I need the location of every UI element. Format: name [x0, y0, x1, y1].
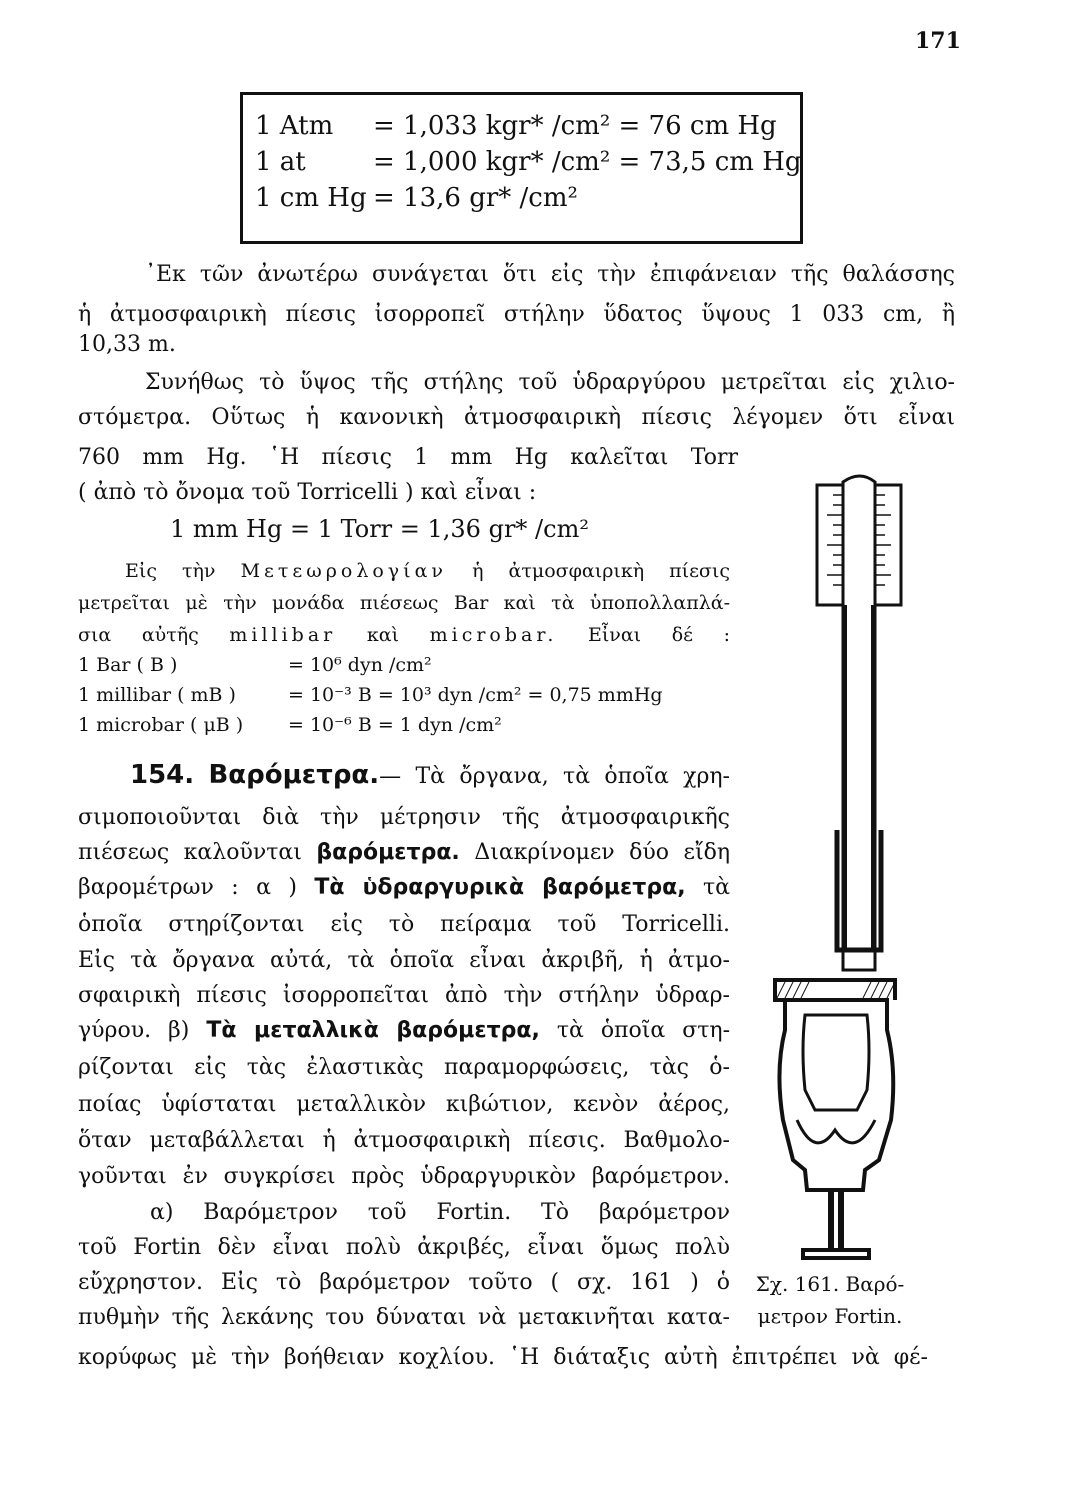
text-fragment: βαρομέτρων : α ) [78, 875, 297, 900]
text-line: σφαιρικὴ πίεσις ἰσορροπεῖται ἀπὸ τὴν στήλην ὑδραρ- [78, 983, 730, 1008]
screw-head [803, 1250, 869, 1258]
barometer-tube-top [843, 476, 875, 970]
text-fragment: — Τὰ ὄργανα, τὰ ὁποῖα χρη- [379, 764, 730, 789]
page-number: 171 [915, 28, 961, 54]
unit-label: 1 at [255, 147, 306, 177]
text-fragment: Εἰς τὴν [125, 560, 216, 582]
spaced-term: millibar [229, 624, 337, 646]
text-line [125, 560, 730, 582]
figure-caption [735, 1268, 925, 1332]
bold-term: Τὰ ὑδραργυρικὰ βαρόμετρα, [314, 875, 686, 900]
bold-term: βαρόμετρα. [316, 840, 460, 865]
text-line: σιμοποιοῦνται διὰ τὴν μέτρησιν τῆς ἀτμοσφαιρικῆς [78, 805, 730, 830]
unit-label: 1 Atm [255, 111, 334, 141]
spaced-term: microbar. [429, 624, 558, 646]
barometer-illustration [745, 470, 925, 1280]
text-line [78, 624, 730, 646]
cistern-housing [775, 980, 895, 1190]
text-fragment: Διακρίνομεν δύο εἴδη [474, 840, 730, 865]
text-line: ποίας ὑφίσταται μεταλλικὸν κιβώτιον, κενὸν ἀέρος, [78, 1092, 730, 1117]
text-line: πυθμὴν τῆς λεκάνης του δύναται νὰ μετακινῆται κατα- [78, 1305, 730, 1330]
text-line: γοῦνται ἐν συγκρίσει πρὸς ὑδραργυρικὸν βαρόμετρον. [78, 1164, 730, 1189]
text-fragment: Εἶναι δέ : [587, 624, 730, 646]
equation-lhs: 1 microbar ( μB ) [78, 714, 244, 736]
units-row [255, 109, 777, 143]
unit-equivalence: = 1,033 kgr* /cm² = 76 cm Hg [373, 111, 777, 141]
caption-line: μετρον Fortin. [757, 1304, 903, 1328]
equation-lhs: 1 Bar ( B ) [78, 654, 178, 676]
equation [78, 650, 663, 680]
equation-rhs: = 10⁶ dyn /cm² [288, 654, 432, 676]
unit-equations [78, 650, 663, 740]
text-line: 760 mm Hg. ῾Η πίεσις 1 mm Hg καλεῖται Torr [78, 445, 738, 470]
text-fragment: πιέσεως καλοῦνται [78, 840, 302, 865]
text-line [78, 1018, 730, 1043]
leather-bag [797, 1120, 875, 1143]
section-title: Βαρόμετρα. [208, 760, 380, 790]
text-fragment: γύρου. β) [78, 1018, 190, 1043]
section-number: 154. [130, 760, 195, 790]
text-line: ( ἀπὸ τὸ ὄνομα τοῦ Torricelli ) καὶ εἶναι : [78, 480, 537, 505]
bold-term: Τὰ μεταλλικὰ βαρόμετρα, [206, 1018, 540, 1043]
fortin-barometer-figure [745, 470, 925, 1280]
text-line: ὅταν μεταβάλλεται ἡ ἀτμοσφαιρικὴ πίεσις. Βαθμολο- [78, 1128, 730, 1153]
text-line: ὁποῖα στηρίζονται εἰς τὸ πείραμα τοῦ Torricelli. [78, 912, 730, 937]
text-line: κορύφως μὲ τὴν βοήθειαν κοχλίου. ῾Η διάταξις αὐτὴ ἐπιτρέπει νὰ φέ- [78, 1345, 928, 1370]
equation [78, 680, 663, 710]
text-line: α) Βαρόμετρον τοῦ Fortin. Τὸ βαρόμετρον [150, 1200, 730, 1225]
text-fragment: τὰ ὁποῖα στη- [556, 1018, 731, 1043]
caption-line: Σχ. 161. Βαρό- [755, 1272, 905, 1296]
unit-equivalence: = 13,6 gr* /cm² [373, 183, 578, 213]
units-row [255, 145, 802, 179]
text-line: ᾿Εκ τῶν ἀνωτέρω συνάγεται ὅτι εἰς τὴν ἐπιφάνειαν τῆς θαλάσσης [145, 262, 955, 287]
text-fragment: καὶ [366, 624, 400, 646]
equation-rhs: = 10⁻⁶ B = 1 dyn /cm² [288, 714, 502, 736]
casing-tube [845, 605, 873, 950]
text-fragment: ἡ ἀτμοσφαιρικὴ πίεσις [472, 560, 730, 582]
text-line: ρίζονται εἰς τὰς ἐλαστικὰς παραμορφώσεις, τὰς ὁ- [78, 1055, 730, 1080]
unit-label: 1 cm Hg [255, 183, 367, 213]
text-line: εὔχρηστον. Εἰς τὸ βαρόμετρον τοῦτο ( σχ. 161 ) ὁ [78, 1270, 730, 1295]
text-line [78, 840, 730, 865]
torr-formula: 1 mm Hg = 1 Torr = 1,36 gr* /cm² [170, 515, 589, 543]
units-table [240, 92, 803, 244]
cistern-glass [803, 1015, 869, 1110]
equation-rhs: = 10⁻³ B = 10³ dyn /cm² = 0,75 mmHg [288, 684, 663, 706]
units-row [255, 181, 578, 215]
text-line: στόμετρα. Οὕτως ἡ κανονικὴ ἀτμοσφαιρικὴ πίεσις λέγομεν ὅτι εἶναι [78, 405, 955, 430]
adjustment-screw [831, 1190, 841, 1250]
text-fragment: τὰ [702, 875, 731, 900]
text-line: 10,33 m. [78, 332, 176, 357]
text-line: μετρεῖται μὲ τὴν μονάδα πιέσεως Bar καὶ τὰ ὑποπολλαπλά- [78, 592, 730, 614]
unit-equivalence: = 1,000 kgr* /cm² = 73,5 cm Hg [373, 147, 802, 177]
text-line: τοῦ Fortin δὲν εἶναι πολὺ ἀκριβές, εἶναι ὅμως πολὺ [78, 1235, 730, 1260]
equation [78, 710, 663, 740]
text-line: Συνήθως τὸ ὕψος τῆς στήλης τοῦ ὑδραργύρου μετρεῖται εἰς χιλιο- [145, 370, 955, 395]
text-line [78, 875, 730, 900]
spaced-term: Μετεωρολογίαν [240, 560, 447, 582]
equation-lhs: 1 millibar ( mB ) [78, 684, 236, 706]
section-heading-line [130, 760, 730, 790]
text-line: ἡ ἀτμοσφαιρικὴ πίεσις ἰσορροπεῖ στήλην ὕδατος ὕψους 1 033 cm, ἢ [78, 302, 955, 327]
text-line: Εἰς τὰ ὄργανα αὐτά, τὰ ὁποῖα εἶναι ἀκριβῆ, ἡ ἀτμο- [78, 948, 730, 973]
text-fragment: σια αὐτῆς [78, 624, 199, 646]
